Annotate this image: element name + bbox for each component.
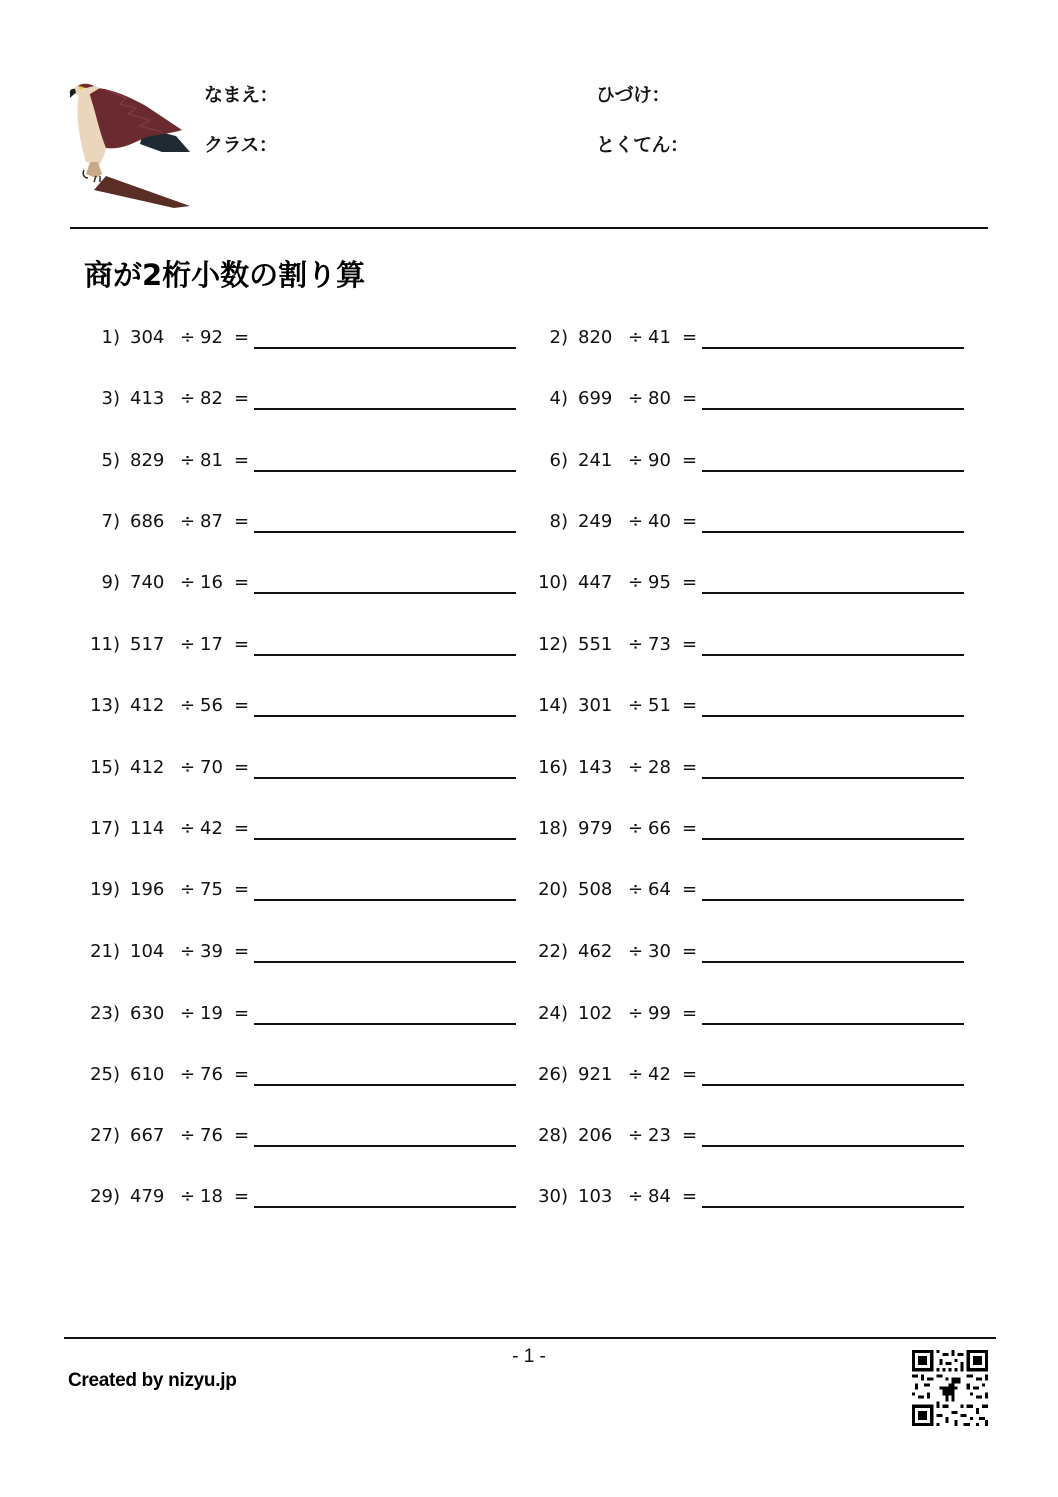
credit-text: Created by nizyu.jp (68, 1370, 237, 1391)
answer-field[interactable] (254, 592, 516, 594)
name-label: なまえ： (204, 84, 279, 106)
dividend: 102 (578, 1003, 613, 1024)
divisor: 64 (648, 879, 671, 900)
problem-item (530, 511, 970, 541)
divisor: 95 (648, 572, 671, 593)
dividend: 630 (130, 1003, 165, 1024)
answer-field[interactable] (254, 961, 516, 963)
answer-field[interactable] (702, 592, 964, 594)
divisor: 40 (648, 511, 671, 532)
divide-sign: ÷ (180, 879, 196, 900)
divide-sign: ÷ (628, 327, 644, 348)
score-label: とくてん： (596, 134, 689, 156)
page-number: - 1 - (512, 1346, 546, 1367)
equals-sign: = (234, 511, 250, 532)
problem-item (82, 1064, 522, 1094)
problem-number: 13) (90, 695, 120, 716)
equals-sign: = (234, 572, 250, 593)
problem-item (82, 634, 522, 664)
problem-item (530, 879, 970, 909)
equals-sign: = (234, 450, 250, 471)
divisor: 66 (648, 818, 671, 839)
footer-divider (64, 1337, 996, 1339)
problem-item (82, 450, 522, 480)
divisor: 41 (648, 327, 671, 348)
equals-sign: = (234, 818, 250, 839)
dividend: 413 (130, 388, 165, 409)
answer-field[interactable] (702, 1206, 964, 1208)
dividend: 196 (130, 879, 165, 900)
divide-sign: ÷ (628, 879, 644, 900)
divide-sign: ÷ (628, 1186, 644, 1207)
answer-field[interactable] (254, 899, 516, 901)
problem-number: 22) (538, 941, 568, 962)
divisor: 92 (200, 327, 223, 348)
divisor: 75 (200, 879, 223, 900)
answer-field[interactable] (702, 531, 964, 533)
answer-field[interactable] (702, 1084, 964, 1086)
divide-sign: ÷ (628, 695, 644, 716)
problem-item (82, 1186, 522, 1216)
answer-field[interactable] (254, 347, 516, 349)
equals-sign: = (682, 941, 698, 962)
problem-number: 29) (90, 1186, 120, 1207)
divide-sign: ÷ (628, 634, 644, 655)
answer-field[interactable] (254, 1206, 516, 1208)
divisor: 16 (200, 572, 223, 593)
divisor: 76 (200, 1125, 223, 1146)
divide-sign: ÷ (180, 634, 196, 655)
problem-item (82, 572, 522, 602)
problem-item (82, 1003, 522, 1033)
answer-field[interactable] (702, 408, 964, 410)
equals-sign: = (234, 1064, 250, 1085)
divide-sign: ÷ (180, 450, 196, 471)
equals-sign: = (234, 388, 250, 409)
dividend: 447 (578, 572, 613, 593)
dividend: 740 (130, 572, 165, 593)
answer-field[interactable] (254, 777, 516, 779)
divide-sign: ÷ (180, 757, 196, 778)
dividend: 206 (578, 1125, 613, 1146)
problem-number: 23) (90, 1003, 120, 1024)
divide-sign: ÷ (628, 572, 644, 593)
divide-sign: ÷ (180, 1125, 196, 1146)
divide-sign: ÷ (180, 572, 196, 593)
answer-field[interactable] (702, 347, 964, 349)
problem-number: 25) (90, 1064, 120, 1085)
divide-sign: ÷ (180, 695, 196, 716)
equals-sign: = (234, 327, 250, 348)
problem-number: 26) (538, 1064, 568, 1085)
answer-field[interactable] (702, 961, 964, 963)
problem-number: 12) (538, 634, 568, 655)
equals-sign: = (682, 634, 698, 655)
problem-item (82, 818, 522, 848)
divide-sign: ÷ (628, 941, 644, 962)
date-label: ひづけ： (596, 84, 671, 106)
problem-item (530, 1064, 970, 1094)
dividend: 143 (578, 757, 613, 778)
divisor: 23 (648, 1125, 671, 1146)
divide-sign: ÷ (180, 511, 196, 532)
answer-field[interactable] (702, 1023, 964, 1025)
divisor: 81 (200, 450, 223, 471)
problem-number: 20) (538, 879, 568, 900)
problem-number: 10) (538, 572, 568, 593)
problem-number: 4) (549, 388, 568, 409)
divide-sign: ÷ (628, 757, 644, 778)
dividend: 114 (130, 818, 165, 839)
answer-field[interactable] (702, 777, 964, 779)
problem-number: 5) (101, 450, 120, 471)
problem-item (530, 941, 970, 971)
problem-number: 28) (538, 1125, 568, 1146)
divisor: 70 (200, 757, 223, 778)
answer-field[interactable] (254, 654, 516, 656)
divisor: 90 (648, 450, 671, 471)
answer-field[interactable] (702, 715, 964, 717)
dividend: 820 (578, 327, 613, 348)
equals-sign: = (234, 1125, 250, 1146)
dividend: 667 (130, 1125, 165, 1146)
equals-sign: = (682, 1186, 698, 1207)
problem-item (82, 511, 522, 541)
dividend: 304 (130, 327, 165, 348)
dividend: 921 (578, 1064, 613, 1085)
divisor: 28 (648, 757, 671, 778)
problem-number: 9) (101, 572, 120, 593)
problem-item (530, 572, 970, 602)
problem-number: 7) (101, 511, 120, 532)
dividend: 508 (578, 879, 613, 900)
dividend: 301 (578, 695, 613, 716)
problem-item (82, 695, 522, 725)
divisor: 42 (200, 818, 223, 839)
problem-number: 14) (538, 695, 568, 716)
dividend: 103 (578, 1186, 613, 1207)
dividend: 699 (578, 388, 613, 409)
dividend: 241 (578, 450, 613, 471)
divide-sign: ÷ (628, 818, 644, 839)
divisor: 73 (648, 634, 671, 655)
problem-number: 15) (90, 757, 120, 778)
answer-field[interactable] (254, 1023, 516, 1025)
dividend: 517 (130, 634, 165, 655)
class-label: クラス： (204, 134, 278, 156)
problem-item (530, 1125, 970, 1155)
equals-sign: = (234, 1003, 250, 1024)
dividend: 412 (130, 757, 165, 778)
divide-sign: ÷ (180, 818, 196, 839)
equals-sign: = (234, 1186, 250, 1207)
divide-sign: ÷ (628, 388, 644, 409)
problem-number: 17) (90, 818, 120, 839)
divisor: 80 (648, 388, 671, 409)
problem-item (530, 757, 970, 787)
problem-item (530, 695, 970, 725)
problem-item (530, 388, 970, 418)
problem-number: 1) (101, 327, 120, 348)
answer-field[interactable] (254, 531, 516, 533)
dividend: 249 (578, 511, 613, 532)
divisor: 18 (200, 1186, 223, 1207)
equals-sign: = (682, 1003, 698, 1024)
divide-sign: ÷ (180, 1064, 196, 1085)
problem-item (82, 941, 522, 971)
divide-sign: ÷ (180, 1186, 196, 1207)
divisor: 82 (200, 388, 223, 409)
dividend: 462 (578, 941, 613, 962)
problem-number: 3) (101, 388, 120, 409)
divide-sign: ÷ (628, 1064, 644, 1085)
answer-field[interactable] (702, 654, 964, 656)
problem-number: 21) (90, 941, 120, 962)
divisor: 87 (200, 511, 223, 532)
equals-sign: = (234, 695, 250, 716)
dividend: 479 (130, 1186, 165, 1207)
divide-sign: ÷ (628, 511, 644, 532)
answer-field[interactable] (254, 1084, 516, 1086)
dividend: 610 (130, 1064, 165, 1085)
problem-item (82, 1125, 522, 1155)
problem-item (82, 327, 522, 357)
problem-item (530, 450, 970, 480)
answer-field[interactable] (702, 899, 964, 901)
problem-number: 16) (538, 757, 568, 778)
equals-sign: = (682, 695, 698, 716)
problem-number: 2) (549, 327, 568, 348)
problem-item (530, 327, 970, 357)
problem-number: 11) (90, 634, 120, 655)
problem-number: 24) (538, 1003, 568, 1024)
equals-sign: = (682, 388, 698, 409)
divide-sign: ÷ (180, 941, 196, 962)
problem-item (82, 757, 522, 787)
equals-sign: = (682, 1064, 698, 1085)
dividend: 412 (130, 695, 165, 716)
divisor: 99 (648, 1003, 671, 1024)
equals-sign: = (682, 572, 698, 593)
divisor: 39 (200, 941, 223, 962)
problem-number: 19) (90, 879, 120, 900)
divide-sign: ÷ (180, 327, 196, 348)
dividend: 829 (130, 450, 165, 471)
equals-sign: = (682, 757, 698, 778)
equals-sign: = (234, 941, 250, 962)
divide-sign: ÷ (628, 1125, 644, 1146)
divisor: 30 (648, 941, 671, 962)
answer-field[interactable] (702, 838, 964, 840)
divisor: 42 (648, 1064, 671, 1085)
problem-number: 18) (538, 818, 568, 839)
divisor: 19 (200, 1003, 223, 1024)
problem-item (82, 879, 522, 909)
problem-item (530, 818, 970, 848)
divisor: 84 (648, 1186, 671, 1207)
problem-number: 6) (549, 450, 568, 471)
dividend: 979 (578, 818, 613, 839)
problem-number: 27) (90, 1125, 120, 1146)
dividend: 686 (130, 511, 165, 532)
answer-field[interactable] (702, 470, 964, 472)
divide-sign: ÷ (628, 1003, 644, 1024)
equals-sign: = (234, 879, 250, 900)
divisor: 51 (648, 695, 671, 716)
answer-field[interactable] (254, 715, 516, 717)
answer-field[interactable] (254, 1145, 516, 1147)
answer-field[interactable] (254, 408, 516, 410)
equals-sign: = (682, 879, 698, 900)
answer-field[interactable] (702, 1145, 964, 1147)
problem-item (82, 388, 522, 418)
equals-sign: = (682, 327, 698, 348)
qr-code-icon[interactable] (912, 1350, 988, 1426)
problem-item (530, 634, 970, 664)
equals-sign: = (682, 450, 698, 471)
equals-sign: = (234, 634, 250, 655)
problem-item (530, 1186, 970, 1216)
divisor: 17 (200, 634, 223, 655)
answer-field[interactable] (254, 838, 516, 840)
divide-sign: ÷ (180, 1003, 196, 1024)
equals-sign: = (682, 511, 698, 532)
divide-sign: ÷ (628, 450, 644, 471)
problem-number: 30) (538, 1186, 568, 1207)
divisor: 76 (200, 1064, 223, 1085)
problem-item (530, 1003, 970, 1033)
divide-sign: ÷ (180, 388, 196, 409)
equals-sign: = (682, 818, 698, 839)
problem-number: 8) (549, 511, 568, 532)
answer-field[interactable] (254, 470, 516, 472)
divisor: 56 (200, 695, 223, 716)
dividend: 551 (578, 634, 613, 655)
equals-sign: = (234, 757, 250, 778)
worksheet-title: 商が2桁小数の割り算 (84, 258, 366, 292)
equals-sign: = (682, 1125, 698, 1146)
dividend: 104 (130, 941, 165, 962)
